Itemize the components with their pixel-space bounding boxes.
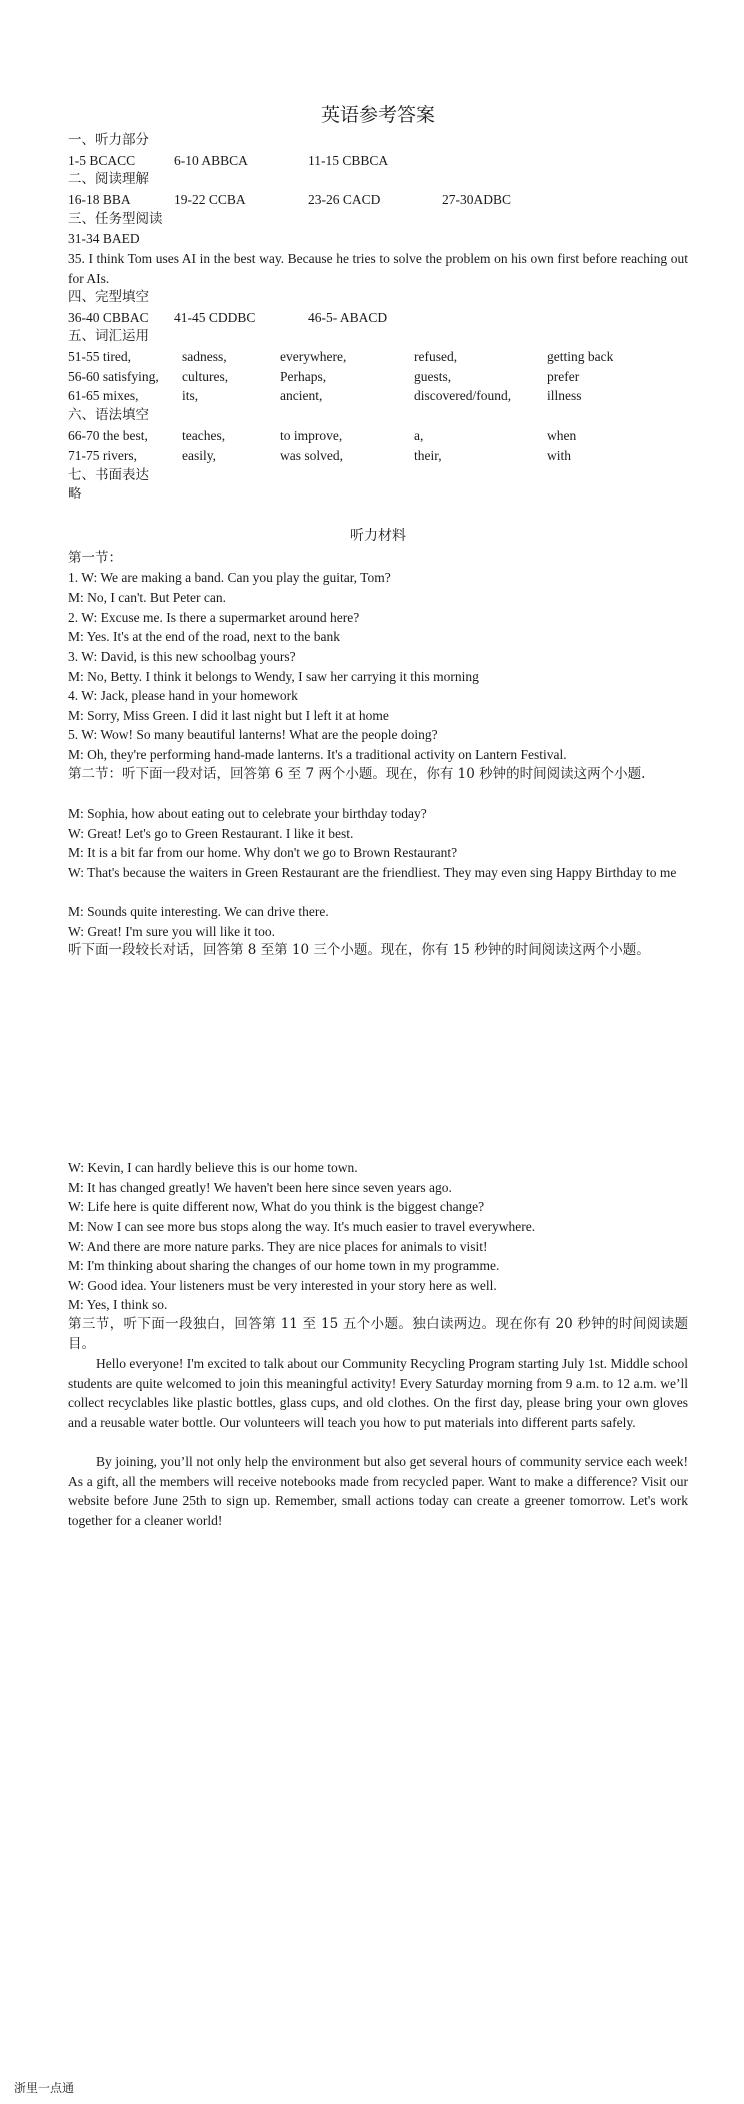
answer-cell: getting back [547,349,614,364]
answer-cell: 66-70 the best, [68,428,148,443]
section-heading-vocabulary: 五、词汇运用 [68,328,149,344]
answer-cell: 46-5- ABACD [308,310,388,325]
answer-cell: Perhaps, [280,369,327,384]
section-heading-listening: 一、听力部分 [68,132,149,148]
dialogue-line: 3. W: David, is this new schoolbag yours? [68,649,296,664]
dialogue-line: M: Sophia, how about eating out to celebrate your birthday today? [68,806,427,821]
answer-cell: 56-60 satisfying, [68,369,159,384]
answer-cell: 71-75 rivers, [68,448,137,463]
answer-cell: 36-40 CBBAC [68,310,149,325]
answer-cell: 6-10 ABBCA [174,153,248,168]
dialogue-line: 1. W: We are making a band. Can you play the guitar, Tom? [68,570,391,585]
answer-cell: sadness, [182,349,227,364]
dialogue-line: M: No, I can't. But Peter can. [68,590,227,605]
answer-row-cloze [68,308,688,328]
answer-cell: 19-22 CCBA [174,192,246,207]
answer-row-vocabulary [68,386,688,406]
answer-cell: ancient, [280,388,323,403]
answer-cell: with [547,448,572,463]
listening-title: 听力材料 [350,528,406,544]
answer-cell: 61-65 mixes, [68,388,139,403]
answer-row-grammar [68,426,688,446]
listening-part2b-intro: 听下面一段较长对话，回答第 8 至第 10 三个小题。现在，你有 15 秒钟的时间阅读这两个小题。 [68,942,650,958]
answer-row-reading [68,190,688,210]
answer-cell: 16-18 BBA [68,192,131,207]
answer-cell: was solved, [280,448,343,463]
section-heading-task-reading: 三、任务型阅读 [68,211,163,227]
dialogue-line: M: Yes, I think so. [68,1297,168,1312]
answer-cell: 51-55 tired, [68,349,131,364]
listening-part3-intro: 第三节，听下面一段独白，回答第 11 至 15 五个小题。独白读两边。现在你有 20 秒钟的时间阅读题目。 [68,1316,688,1352]
dialogue-line: M: Sorry, Miss Green. I did it last night but I left it at home [68,708,389,723]
dialogue-line: W: Kevin, I can hardly believe this is our home town. [68,1160,358,1175]
page-title: 英语参考答案 [320,104,435,126]
answer-line: 31-34 BAED [68,231,140,246]
dialogue-line: M: Sounds quite interesting. We can drive there. [68,904,329,919]
dialogue-line: 4. W: Jack, please hand in your homework [68,688,298,703]
answer-cell: 1-5 BCACC [68,153,136,168]
answer-cell: everywhere, [280,349,347,364]
answer-cell: 27-30ADBC [442,192,512,207]
dialogue-line: W: Great! I'm sure you will like it too. [68,924,276,939]
dialogue-line: M: I'm thinking about sharing the changes of our home town in my programme. [68,1258,500,1273]
answer-cell: 23-26 CACD [308,192,381,207]
answer-cell: when [547,428,577,443]
section-heading-writing: 七、书面表达 [68,467,149,483]
answer-cell: cultures, [182,369,229,384]
dialogue-line: W: Good idea. Your listeners must be very interested in your story here as well. [68,1278,497,1293]
answer-cell: guests, [414,369,452,384]
dialogue-line: M: Oh, they're performing hand-made lanterns. It's a traditional activity on Lantern Festival. [68,747,567,762]
answer-cell: a, [414,428,424,443]
section-heading-reading: 二、阅读理解 [68,171,149,187]
answer-cell: illness [547,388,582,403]
answer-cell: 11-15 CBBCA [308,153,389,168]
footer-watermark: 浙里一点通 [14,2081,75,2095]
answer-cell: their, [414,448,442,463]
answer-cell: its, [182,388,199,403]
dialogue-line: W: That's because the waiters in Green Restaurant are the friendliest. They may even sing Happy Birthday to me [68,865,677,880]
dialogue-line: M: It has changed greatly! We haven't been here since seven years ago. [68,1180,452,1195]
answer-cell: to improve, [280,428,343,443]
answer-row-vocabulary [68,347,688,367]
answer-paragraph-35: 35. I think Tom uses AI in the best way. Because he tries to solve the problem on his own first before reaching out for AIs. [68,251,688,286]
listening-part2-intro: 第二节：听下面一段对话，回答第 6 至 7 两个小题。现在，你有 10 秒钟的时间阅读这两个小题. [68,766,646,782]
dialogue-line: W: And there are more nature parks. They are nice places for animals to visit! [68,1239,488,1254]
dialogue-line: W: Life here is quite different now, What do you think is the biggest change? [68,1199,485,1214]
section-heading-grammar: 六、语法填空 [68,407,149,423]
dialogue-line: M: It is a bit far from our home. Why don't we go to Brown Restaurant? [68,845,458,860]
answer-row-vocabulary [68,367,688,387]
answer-cell: prefer [547,369,580,384]
dialogue-line: 5. W: Wow! So many beautiful lanterns! What are the people doing? [68,727,438,742]
answer-cell: teaches, [182,428,226,443]
answer-row-grammar [68,446,688,466]
monologue-paragraph: By joining, you’ll not only help the environment but also get several hours of community service each week! As a gift, all the members will receive notebooks made from recycled paper. Want to make a difference? Visit our website before June 25th to sign up. Remember, small actions today can create a greener tomorrow. Let's work together for a cleaner world! [68,1454,688,1528]
dialogue-line: M: No, Betty. I think it belongs to Wendy, I saw her carrying it this morning [68,669,479,684]
answer-cell: 41-45 CDDBC [174,310,256,325]
dialogue-line: W: Great! Let's go to Green Restaurant. I like it best. [68,826,354,841]
answer-cell: easily, [182,448,216,463]
listening-part1-heading: 第一节： [68,550,122,566]
monologue-paragraph: Hello everyone! I'm excited to talk about our Community Recycling Program starting July 1st. Middle school students are quite welcomed to join this meaningful activity! Every Saturday morning from 9 a.m. to 12 a.m. we’ll collect recyclables like plastic bottles, glass cups, and old clothes. On the first day, please bring your own gloves and a reusable water bottle. Our volunteers will teach you how to put materials into different parts safely. [68,1356,688,1430]
section-heading-cloze: 四、完型填空 [68,289,149,305]
dialogue-line: M: Now I can see more bus stops along the way. It's much easier to travel everywhere. [68,1219,536,1234]
answer-row-listening [68,151,688,171]
answer-cell: discovered/found, [414,388,512,403]
dialogue-line: 2. W: Excuse me. Is there a supermarket around here? [68,610,360,625]
dialogue-line: M: Yes. It's at the end of the road, next to the bank [68,629,341,644]
writing-answer: 略 [68,486,82,502]
answer-cell: refused, [414,349,458,364]
